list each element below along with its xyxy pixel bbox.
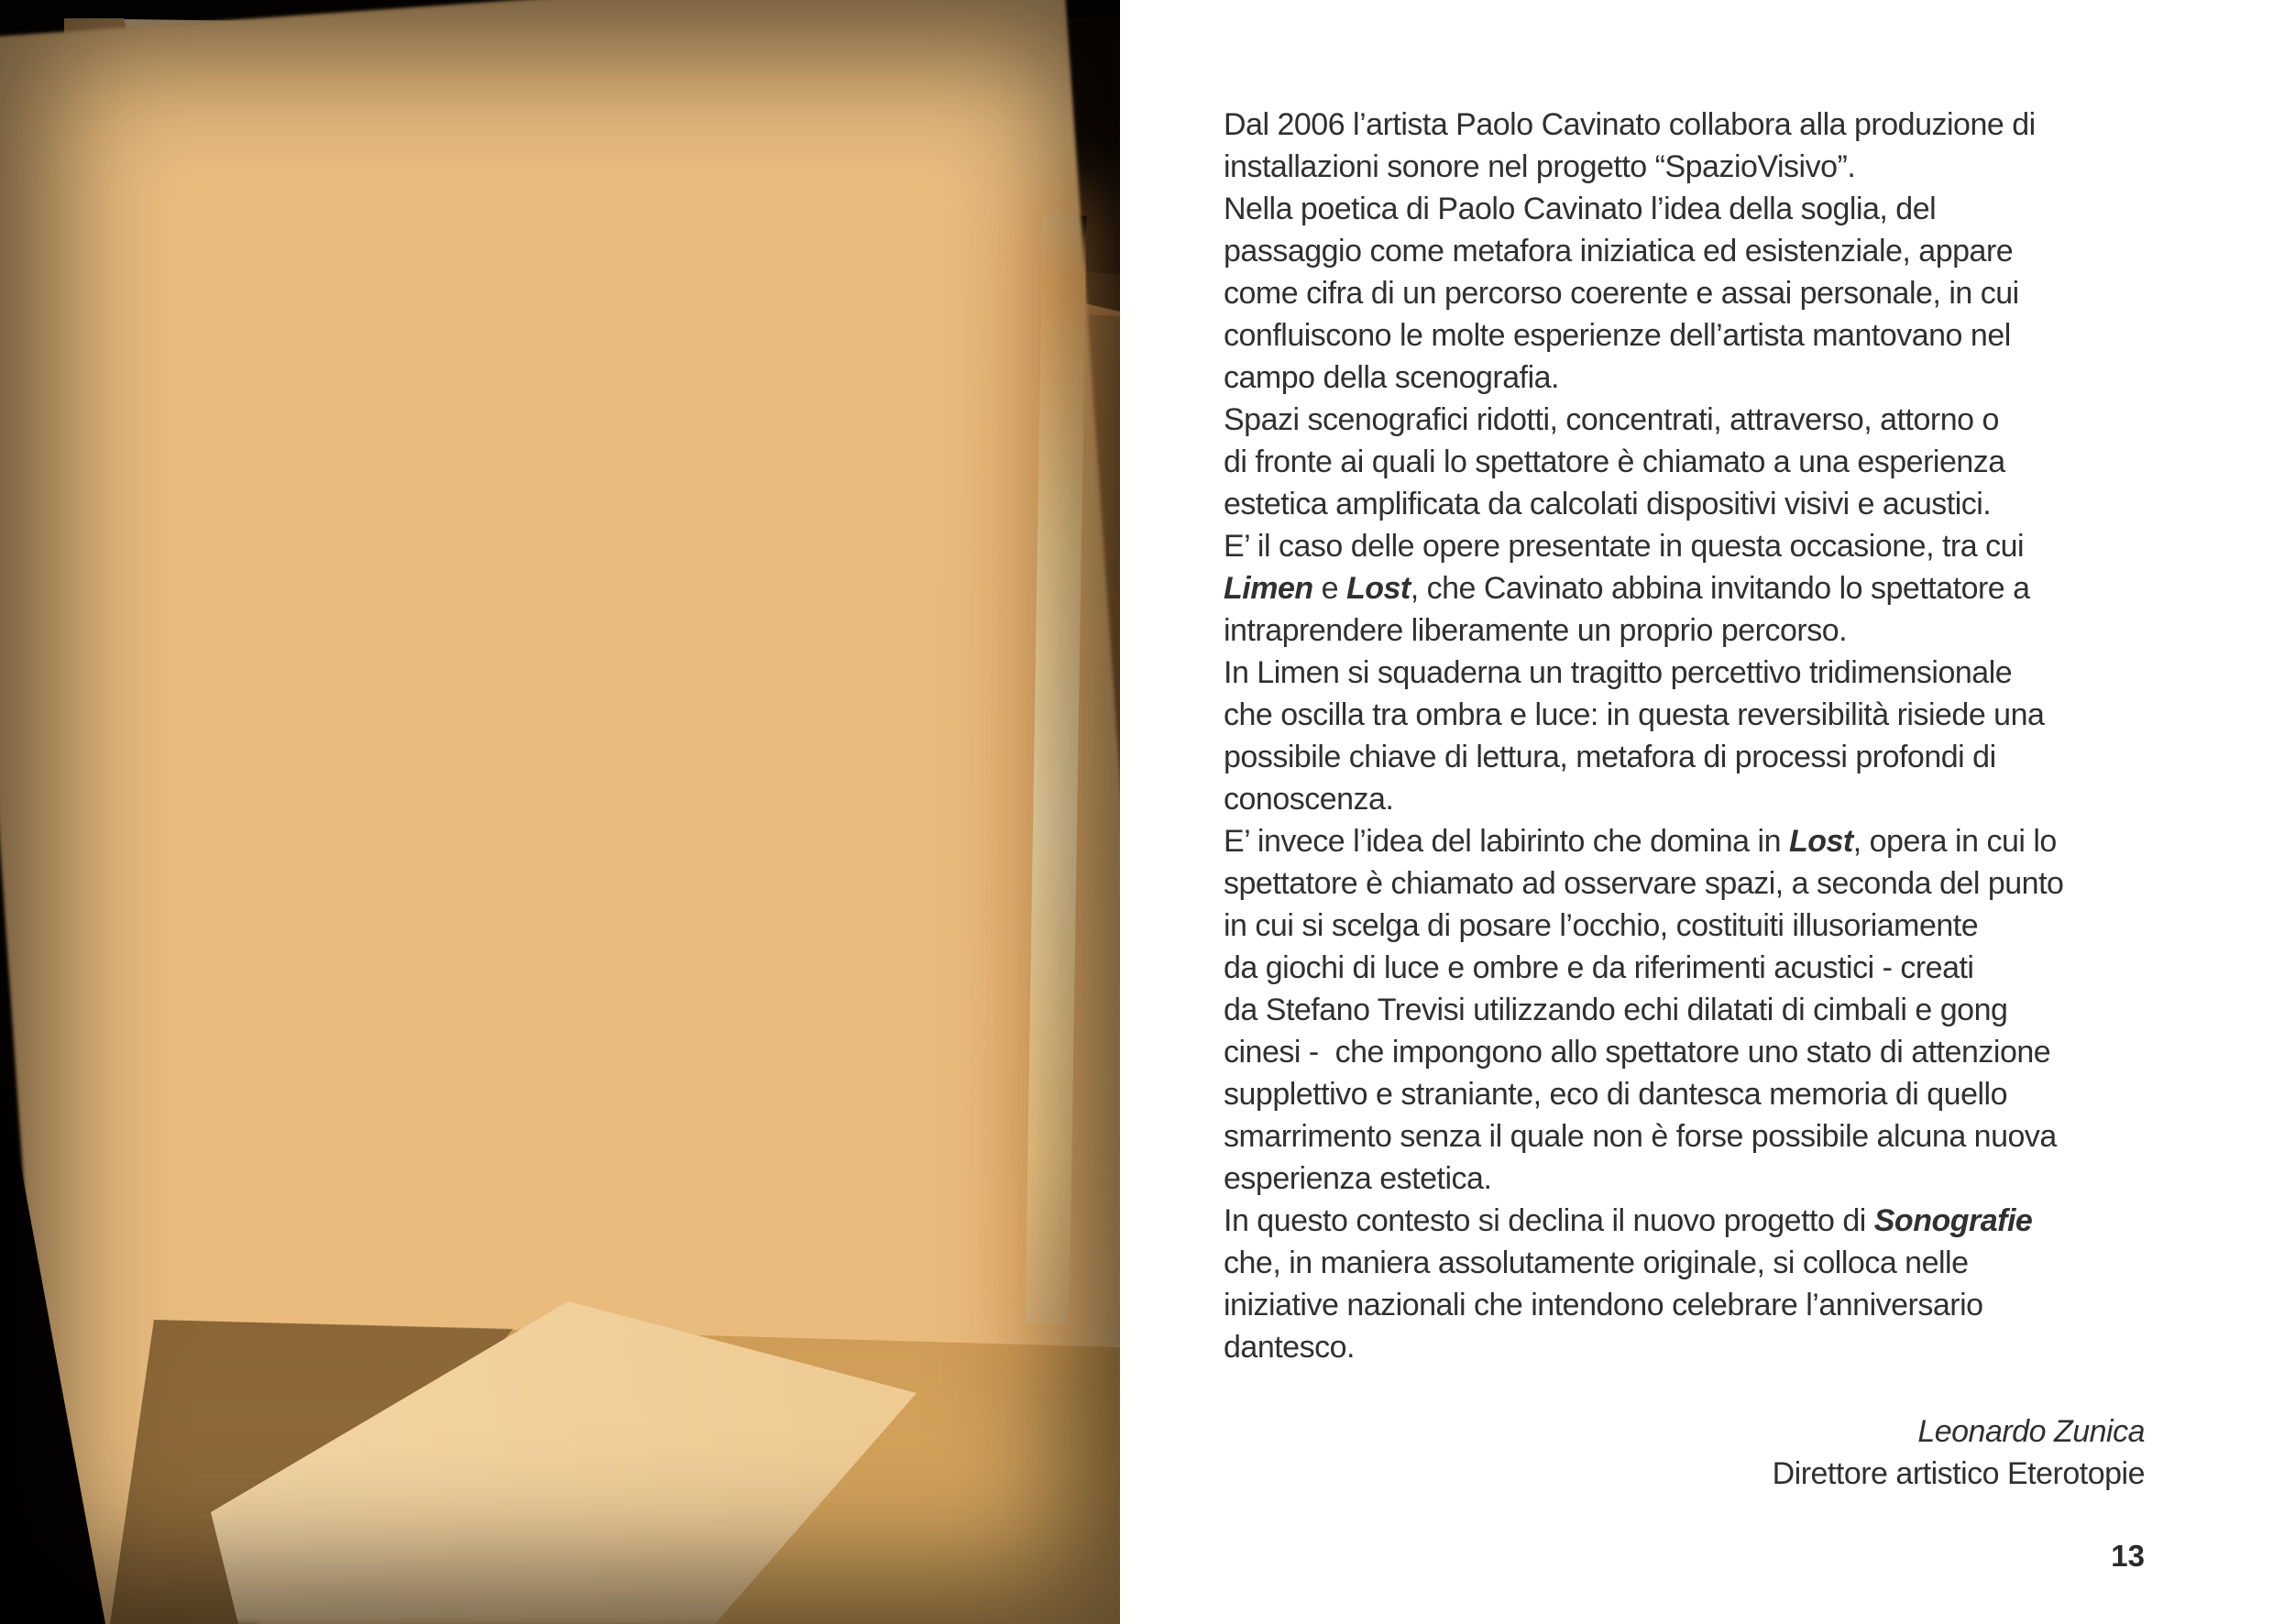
text-line: installazioni sonore nel progetto “SpazioVisivo”. bbox=[1224, 149, 1856, 184]
article-text-column bbox=[1224, 104, 2145, 1495]
text-line: che, in maniera assolutamente originale, si colloca nelle bbox=[1224, 1245, 1969, 1280]
text-line: di fronte ai quali lo spettatore è chiamato a una esperienza bbox=[1224, 444, 2005, 479]
text-line: Limen e Lost, che Cavinato abbina invitando lo spettatore a bbox=[1224, 571, 2030, 606]
text-line: supplettivo e straniante, eco di dantesca memoria di quello bbox=[1224, 1077, 2008, 1112]
text-line: come cifra di un percorso coerente e assai personale, in cui bbox=[1224, 276, 2019, 311]
text-line: smarrimento senza il quale non è forse possibile alcuna nuova bbox=[1224, 1119, 2057, 1154]
text-line: Nella poetica di Paolo Cavinato l’idea della soglia, del bbox=[1224, 192, 1937, 226]
text-line: iniziative nazionali che intendono celebrare l’anniversario bbox=[1224, 1288, 1983, 1322]
text-line: spettatore è chiamato ad osservare spazi, a seconda del punto bbox=[1224, 866, 2064, 901]
text-line: E’ il caso delle opere presentate in questa occasione, tra cui bbox=[1224, 529, 2025, 564]
text-line: possibile chiave di lettura, metafora di processi profondi di bbox=[1224, 740, 1996, 774]
emphasized-title: Sonografie bbox=[1873, 1203, 2033, 1238]
signature-role: Direttore artistico Eterotopie bbox=[1772, 1456, 2145, 1491]
text-line: E’ invece l’idea del labirinto che domina in Lost, opera in cui lo bbox=[1224, 824, 2057, 859]
text-line: da Stefano Trevisi utilizzando echi dilatati di cimbali e gong bbox=[1224, 993, 2008, 1027]
signature-name: Leonardo Zunica bbox=[1917, 1414, 2145, 1449]
installation-photo bbox=[0, 0, 1120, 1624]
text-line: Dal 2006 l’artista Paolo Cavinato collabora alla produzione di bbox=[1224, 107, 2036, 142]
text-line: confluiscono le molte esperienze dell’artista mantovano nel bbox=[1224, 318, 2011, 353]
text-line: conoscenza. bbox=[1224, 782, 1394, 817]
text-line: cinesi - che impongono allo spettatore uno stato di attenzione bbox=[1224, 1035, 2051, 1070]
paragraph-spacer bbox=[1224, 1368, 2145, 1410]
text-line: In questo contesto si declina il nuovo progetto di Sonografie bbox=[1224, 1203, 2033, 1238]
article-body bbox=[1224, 104, 2145, 1368]
text-line: esperienza estetica. bbox=[1224, 1161, 1492, 1196]
text-line: dantesco. bbox=[1224, 1330, 1355, 1365]
text-line: campo della scenografia. bbox=[1224, 360, 1560, 395]
text-line: passaggio come metafora iniziatica ed esistenziale, appare bbox=[1224, 234, 2014, 269]
emphasized-title: Lost bbox=[1788, 824, 1853, 859]
photo-vignette bbox=[0, 0, 1120, 1624]
page-number: 13 bbox=[2111, 1539, 2145, 1573]
text-line: estetica amplificata da calcolati dispositivi visivi e acustici. bbox=[1224, 487, 1992, 521]
emphasized-title: Lost bbox=[1345, 571, 1411, 606]
text-line: In Limen si squaderna un tragitto percettivo tridimensionale bbox=[1224, 655, 2013, 690]
emphasized-title: Limen bbox=[1224, 571, 1313, 606]
text-line: intraprendere liberamente un proprio percorso. bbox=[1224, 613, 1848, 648]
text-line: che oscilla tra ombra e luce: in questa reversibilità risiede una bbox=[1224, 697, 2045, 732]
text-line: Spazi scenografici ridotti, concentrati, attraverso, attorno o bbox=[1224, 402, 1999, 437]
text-line: in cui si scelga di posare l’occhio, costituiti illusoriamente bbox=[1224, 908, 1979, 943]
text-line: da giochi di luce e ombre e da riferimenti acustici - creati bbox=[1224, 950, 1974, 985]
